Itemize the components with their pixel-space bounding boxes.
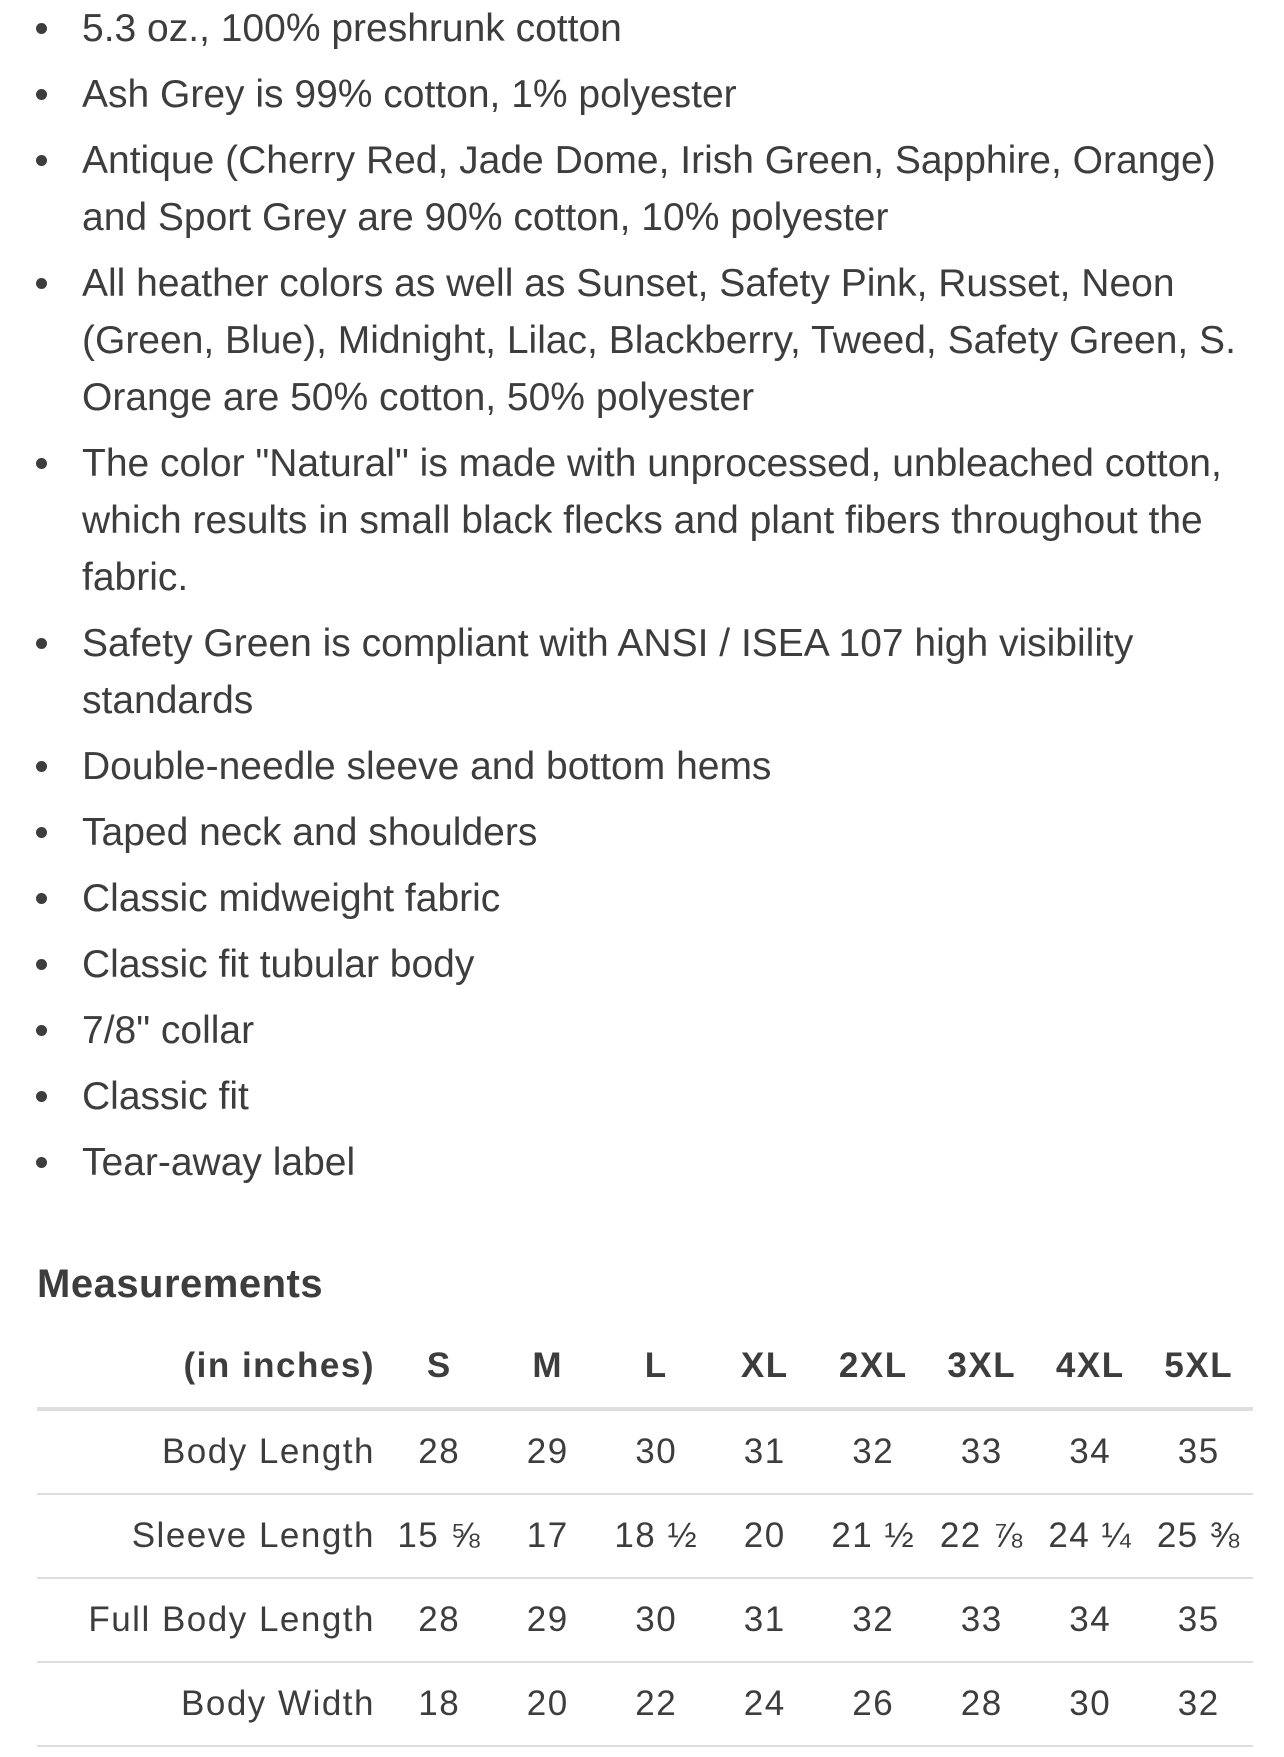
bullet-icon bbox=[36, 1157, 47, 1168]
feature-text: Tear-away label bbox=[82, 1141, 356, 1184]
bullet-icon bbox=[36, 761, 47, 772]
table-cell: 32 bbox=[819, 1409, 928, 1494]
size-header-2xl: 2XL bbox=[819, 1325, 928, 1409]
bullet-icon bbox=[36, 1025, 47, 1036]
size-header-5xl: 5XL bbox=[1145, 1325, 1254, 1409]
bullet-icon bbox=[36, 827, 47, 838]
table-cell: 34 bbox=[1036, 1409, 1145, 1494]
table-cell: 18 bbox=[385, 1662, 494, 1746]
bullet-icon bbox=[36, 959, 47, 970]
row-label: Sleeve Length bbox=[37, 1494, 385, 1578]
table-cell: 31 bbox=[711, 1578, 820, 1662]
row-label: Full Body Length bbox=[37, 1578, 385, 1662]
size-header-row bbox=[37, 1325, 1253, 1409]
table-cell: 24 ¼ bbox=[1036, 1494, 1145, 1578]
size-header-xl: XL bbox=[711, 1325, 820, 1409]
feature-item bbox=[0, 615, 1284, 729]
table-cell: 31 bbox=[711, 1409, 820, 1494]
table-cell: 25 ⅜ bbox=[1145, 1494, 1254, 1578]
table-cell: 20 bbox=[711, 1494, 820, 1578]
table-row bbox=[37, 1494, 1253, 1578]
table-row bbox=[37, 1578, 1253, 1662]
feature-text: 5.3 oz., 100% preshrunk cotton bbox=[82, 7, 622, 50]
bullet-icon bbox=[36, 278, 47, 289]
bullet-icon bbox=[36, 893, 47, 904]
feature-item bbox=[0, 1068, 1284, 1125]
row-label: Body Width bbox=[37, 1662, 385, 1746]
bullet-icon bbox=[36, 458, 47, 469]
table-cell: 30 bbox=[1036, 1662, 1145, 1746]
feature-text: All heather colors as well as Sunset, Safety Pink, Russet, Neon (Green, Blue), Midnight, Lilac, Blackberry, Tweed, Safety Green, S. Orange are 50% cotton, 50% polyester bbox=[82, 262, 1236, 419]
table-cell: 15 ⅝ bbox=[385, 1494, 494, 1578]
size-header-3xl: 3XL bbox=[928, 1325, 1037, 1409]
table-cell: 29 bbox=[494, 1578, 603, 1662]
table-cell: 33 bbox=[928, 1578, 1037, 1662]
feature-text: Classic midweight fabric bbox=[82, 877, 501, 920]
row-label: Body Length bbox=[37, 1409, 385, 1494]
size-header-l: L bbox=[602, 1325, 711, 1409]
feature-item bbox=[0, 132, 1284, 246]
table-cell: 22 ⅞ bbox=[928, 1494, 1037, 1578]
size-header-4xl: 4XL bbox=[1036, 1325, 1145, 1409]
unit-header: (in inches) bbox=[37, 1325, 385, 1409]
bullet-icon bbox=[36, 23, 47, 34]
table-cell: 30 bbox=[602, 1578, 711, 1662]
table-cell: 35 bbox=[1145, 1578, 1254, 1662]
table-cell: 33 bbox=[928, 1409, 1037, 1494]
table-row bbox=[37, 1662, 1253, 1746]
table-cell: 28 bbox=[385, 1578, 494, 1662]
bullet-icon bbox=[36, 638, 47, 649]
feature-item bbox=[0, 870, 1284, 927]
feature-text: Antique (Cherry Red, Jade Dome, Irish Green, Sapphire, Orange) and Sport Grey are 90% cotton, 10% polyester bbox=[82, 139, 1216, 239]
bullet-icon bbox=[36, 89, 47, 100]
table-cell: 24 bbox=[711, 1662, 820, 1746]
table-cell: 18 ½ bbox=[602, 1494, 711, 1578]
feature-item bbox=[0, 804, 1284, 861]
table-cell: 28 bbox=[385, 1409, 494, 1494]
table-cell: 35 bbox=[1145, 1409, 1254, 1494]
feature-text: Ash Grey is 99% cotton, 1% polyester bbox=[82, 73, 737, 116]
table-cell: 29 bbox=[494, 1409, 603, 1494]
table-cell: 17 bbox=[494, 1494, 603, 1578]
feature-item bbox=[0, 0, 1284, 57]
feature-text: 7/8" collar bbox=[82, 1009, 255, 1052]
table-cell: 32 bbox=[1145, 1662, 1254, 1746]
feature-text: Double-needle sleeve and bottom hems bbox=[82, 745, 772, 788]
table-cell: 32 bbox=[819, 1578, 928, 1662]
size-header-m: M bbox=[494, 1325, 603, 1409]
table-cell: 30 bbox=[602, 1409, 711, 1494]
feature-text: The color "Natural" is made with unprocessed, unbleached cotton, which results in small black flecks and plant fibers throughout the fabric. bbox=[82, 442, 1222, 599]
table-cell: 34 bbox=[1036, 1578, 1145, 1662]
feature-item bbox=[0, 66, 1284, 123]
table-row bbox=[37, 1409, 1253, 1494]
table-cell: 26 bbox=[819, 1662, 928, 1746]
feature-text: Classic fit bbox=[82, 1075, 249, 1118]
feature-item bbox=[0, 255, 1284, 426]
size-chart-table bbox=[37, 1325, 1253, 1747]
feature-item bbox=[0, 435, 1284, 606]
table-cell: 21 ½ bbox=[819, 1494, 928, 1578]
bullet-icon bbox=[36, 1091, 47, 1102]
table-cell: 28 bbox=[928, 1662, 1037, 1746]
feature-text: Classic fit tubular body bbox=[82, 943, 475, 986]
table-cell: 20 bbox=[494, 1662, 603, 1746]
measurements-heading: Measurements bbox=[37, 1262, 324, 1306]
feature-text: Taped neck and shoulders bbox=[82, 811, 538, 854]
bullet-icon bbox=[36, 155, 47, 166]
feature-item bbox=[0, 1134, 1284, 1191]
table-cell: 22 bbox=[602, 1662, 711, 1746]
feature-item bbox=[0, 738, 1284, 795]
feature-item bbox=[0, 1002, 1284, 1059]
size-header-s: S bbox=[385, 1325, 494, 1409]
feature-item bbox=[0, 936, 1284, 993]
feature-text: Safety Green is compliant with ANSI / ISEA 107 high visibility standards bbox=[82, 622, 1134, 722]
